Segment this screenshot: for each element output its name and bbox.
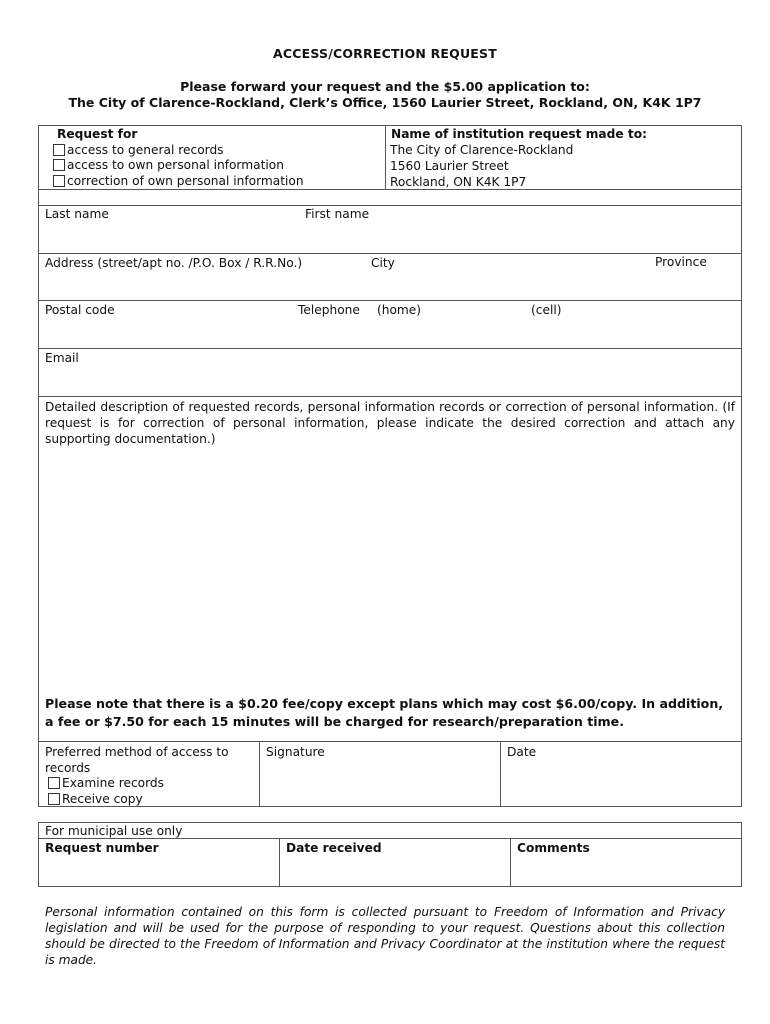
province-label[interactable]: Province [655,255,707,269]
telephone-label[interactable]: Telephone [298,303,360,317]
request-option-general[interactable] [53,143,224,157]
fee-note [45,695,740,731]
divider [38,838,742,839]
access-method-heading: records [45,761,91,775]
forward-instruction: Please forward your request and the $5.00 application to: [180,79,590,94]
privacy-notice: Personal information contained on this form is collected pursuant to Freedom of Information and Privacy legislation and will be used for the purpose of responding to your request. Questions about this collection should be directed to the Freedom of Information and Privacy Coordinator at the institution where the request is made. [45,905,725,967]
institution-line: 1560 Laurier Street [390,159,509,173]
request-option-label: access to own personal information [67,158,284,172]
checkbox[interactable] [48,777,60,789]
checkbox[interactable] [53,159,65,171]
telephone-cell-label[interactable]: (cell) [531,303,562,317]
institution-line: Rockland, ON K4K 1P7 [390,175,527,189]
description-instructions[interactable]: Detailed description of requested records, personal information records or correction of personal information. (If request is for correction of personal information, please indicate the desired correction and attach any supporting documentation.) [45,400,735,446]
divider [38,189,742,190]
last-name-label[interactable]: Last name [45,207,109,221]
request-for-heading: Request for [57,127,138,141]
access-option-copy[interactable] [48,792,143,806]
divider [510,838,511,887]
comments-label: Comments [517,841,590,855]
divider [38,348,742,349]
divider [259,741,260,807]
access-option-examine[interactable] [48,776,164,790]
postal-code-label[interactable]: Postal code [45,303,115,317]
divider [38,396,742,397]
form-title: ACCESS/CORRECTION REQUEST [273,46,497,61]
first-name-label[interactable]: First name [305,207,370,221]
request-option-correction[interactable] [53,174,304,188]
institution-heading: Name of institution request made to: [391,127,647,141]
telephone-home-label[interactable]: (home) [377,303,422,317]
request-option-own-info[interactable] [53,158,284,172]
fee-note-line: Please note that there is a $0.20 fee/copy except plans which may cost $6.00/copy. In addition, [45,696,724,711]
municipal-use-heading: For municipal use only [45,824,183,838]
checkbox[interactable] [53,144,65,156]
divider [279,838,280,887]
divider [38,253,742,254]
date-received-label: Date received [286,841,382,855]
signature-label[interactable]: Signature [266,745,325,759]
request-option-label: correction of own personal information [67,174,304,188]
checkbox[interactable] [53,175,65,187]
access-method-heading: Preferred method of access to [45,745,229,759]
institution-line: The City of Clarence-Rockland [390,143,574,157]
divider [500,741,501,807]
email-label[interactable]: Email [45,351,79,365]
checkbox[interactable] [48,793,60,805]
divider [38,300,742,301]
request-option-label: access to general records [67,143,224,157]
fee-note-line: a fee or $7.50 for each 15 minutes will be charged for research/preparation time. [45,714,624,729]
address-label[interactable]: Address (street/apt no. /P.O. Box / R.R.No.) [45,256,303,270]
divider [38,205,742,206]
access-option-label: Examine records [62,776,165,790]
date-label[interactable]: Date [507,745,537,759]
forward-address: The City of Clarence-Rockland, Clerk’s Office, 1560 Laurier Street, Rockland, ON, K4K 1P7 [68,95,702,110]
divider [385,125,386,189]
request-number-label: Request number [45,841,159,855]
access-option-label: Receive copy [62,792,143,806]
city-label[interactable]: City [371,256,395,270]
